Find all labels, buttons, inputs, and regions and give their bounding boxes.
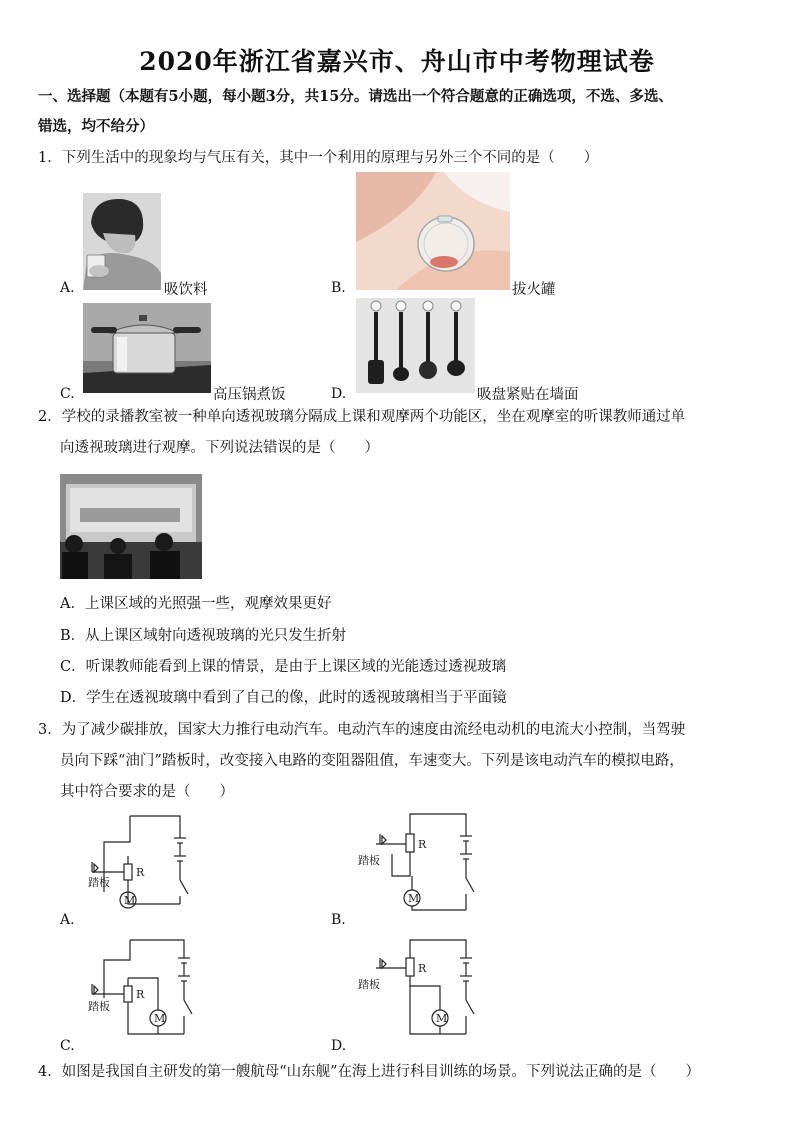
option-b-image: [356, 172, 510, 290]
option-b-text: 拔火罐: [512, 282, 556, 298]
circuit-d-motor-label: M: [436, 1012, 448, 1025]
circuit-c-pedal-label: 踏板: [88, 1000, 110, 1013]
option-a-letter: A.: [60, 280, 75, 296]
section-header-line1: 一、选择题（本题有5小题，每小题3分，共15分。请选出一个符合题意的正确选项，不选、多选、: [38, 88, 673, 105]
option-a-image: [83, 193, 161, 290]
classroom-image: [60, 474, 202, 579]
circuit-c-resistor-label: R: [136, 988, 145, 1001]
circuit-b-resistor-label: R: [418, 838, 427, 851]
circuit-a-pedal-label: 踏板: [88, 876, 110, 889]
option-b-letter: B.: [331, 280, 346, 296]
circuit-a-motor-label: M: [124, 894, 136, 907]
question-3-stem-line1: 3．为了减少碳排放，国家大力推行电动汽车。电动汽车的速度由流经电动机的电流大小控制，当驾驶: [38, 722, 686, 738]
section-header-line2: 错选，均不给分）: [38, 118, 154, 135]
question-2-option-d: D．学生在透视玻璃中看到了自己的像，此时的透视玻璃相当于平面镜: [60, 690, 507, 706]
question-3-option-b[interactable]: B.: [331, 912, 346, 928]
circuit-a-diagram: [84, 812, 194, 914]
circuit-c-motor-label: M: [154, 1012, 166, 1025]
option-d-letter: D.: [331, 386, 347, 402]
question-4-stem: 4．如图是我国自主研发的第一艘航母“山东舰”在海上进行科目训练的场景。下列说法正确的是（ ）: [38, 1064, 701, 1080]
option-d-text: 吸盘紧贴在墙面: [477, 387, 579, 403]
question-3-option-d[interactable]: D.: [331, 1038, 347, 1054]
circuit-d-diagram: [356, 936, 476, 1040]
question-1-stem: 1．下列生活中的现象均与气压有关，其中一个利用的原理与另外三个不同的是（ ）: [38, 150, 599, 166]
question-2-stem-line2: 向透视玻璃进行观摩。下列说法错误的是（ ）: [60, 440, 379, 456]
page-title: 2020年浙江省嘉兴市、舟山市中考物理试卷: [139, 47, 655, 76]
circuit-b-motor-label: M: [408, 892, 420, 905]
circuit-b-pedal-label: 踏板: [358, 854, 380, 867]
circuit-c-diagram: [84, 936, 194, 1040]
question-2-stem-line1: 2．学校的录播教室被一种单向透视玻璃分隔成上课和观摩两个功能区，坐在观摩室的听课教师通过单: [38, 409, 686, 425]
option-c-image: [83, 303, 211, 393]
question-2-option-a: A．上课区域的光照强一些，观摩效果更好: [60, 596, 332, 612]
circuit-d-resistor-label: R: [418, 962, 427, 975]
question-3-stem-line2: 员向下踩“油门”踏板时，改变接入电路的变阻器阻值，车速变大。下列是该电动汽车的模拟电路，: [60, 753, 684, 769]
option-a-text: 吸饮料: [164, 282, 208, 298]
question-2-option-c: C．听课教师能看到上课的情景，是由于上课区域的光能透过透视玻璃: [60, 659, 507, 675]
question-3-option-a[interactable]: A.: [60, 912, 75, 928]
circuit-d-pedal-label: 踏板: [358, 978, 380, 991]
circuit-b-diagram: [356, 810, 476, 916]
option-c-letter: C.: [60, 386, 75, 402]
option-c-text: 高压锅煮饭: [213, 387, 286, 403]
question-3-stem-line3: 其中符合要求的是（ ）: [60, 784, 234, 800]
option-d-image: [356, 298, 475, 393]
circuit-a-resistor-label: R: [136, 866, 145, 879]
question-2-option-b: B．从上课区域射向透视玻璃的光只发生折射: [60, 628, 347, 644]
question-3-option-c[interactable]: C.: [60, 1038, 75, 1054]
